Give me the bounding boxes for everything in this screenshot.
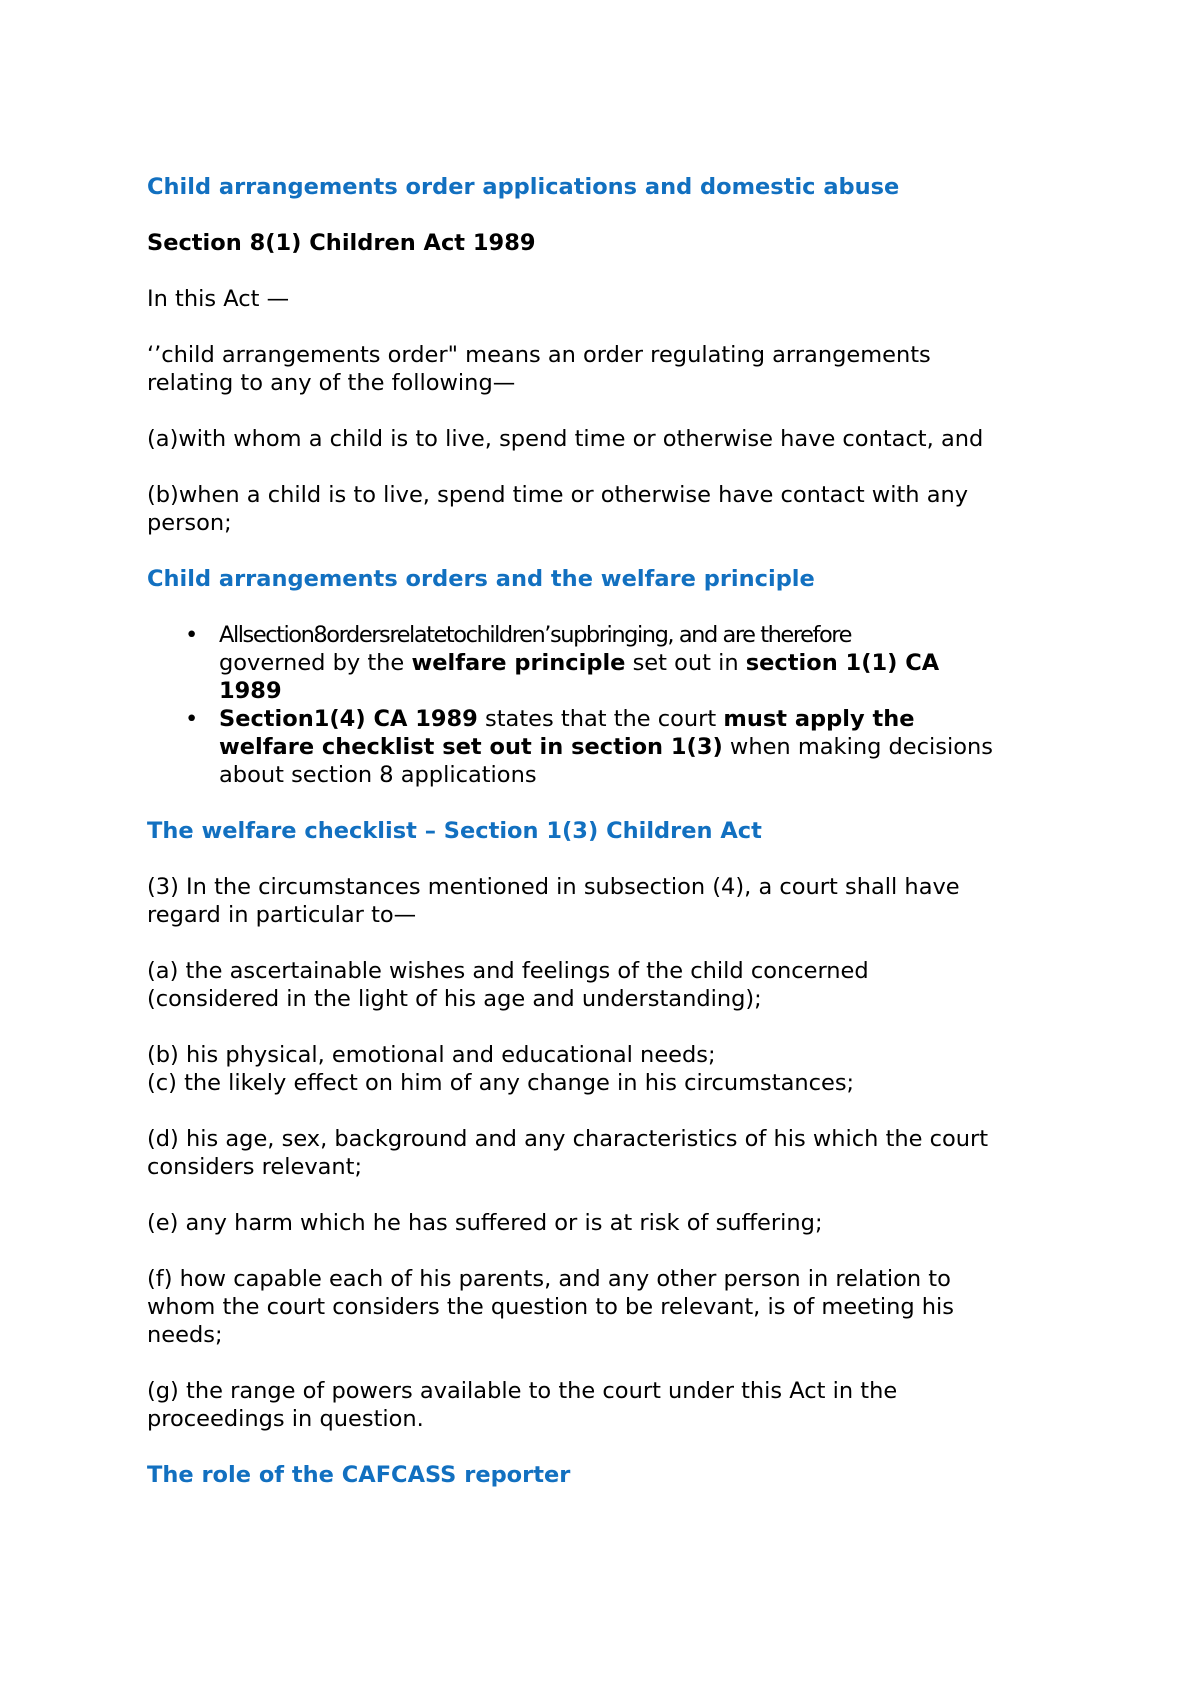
- text-line: proceedings in question.: [147, 1406, 424, 1432]
- checklist-item-b: (b) his physical, emotional and educational needs;: [147, 1042, 716, 1068]
- checklist-item-e: (e) any harm which he has suffered or is at risk of suffering;: [147, 1210, 823, 1236]
- text-line: (3) In the circumstances mentioned in subsection (4), a court shall have: [147, 874, 960, 900]
- bold-span: must apply the: [723, 706, 915, 732]
- text-line: (f) how capable each of his parents, and any other person in relation to: [147, 1266, 951, 1292]
- clause-b: [147, 481, 1077, 537]
- text-line: needs;: [147, 1322, 223, 1348]
- clause-a: (a)with whom a child is to live, spend time or otherwise have contact, and: [147, 426, 984, 452]
- checklist-item-g: [147, 1377, 1077, 1433]
- text-line: (considered in the light of his age and understanding);: [147, 986, 762, 1012]
- text-span: when making decisions: [722, 734, 993, 760]
- subsection-3: [147, 873, 1077, 929]
- checklist-item-f: [147, 1265, 1077, 1349]
- definition-paragraph: [147, 341, 1077, 397]
- bold-span: 1989: [219, 678, 282, 704]
- checklist-item-c: (c) the likely effect on him of any change in his circumstances;: [147, 1070, 855, 1096]
- section-heading: The welfare checklist – Section 1(3) Children Act: [147, 818, 762, 844]
- bold-span: section 1(1) CA: [745, 650, 940, 676]
- text-line: considers relevant;: [147, 1154, 363, 1180]
- text-line: (d) his age, sex, background and any characteristics of his which the court: [147, 1126, 989, 1152]
- list-item: [147, 705, 1077, 789]
- bullet-list: [147, 621, 1077, 789]
- document-page: [147, 173, 1077, 1489]
- section-heading: Child arrangements order applications and domestic abuse: [147, 174, 900, 200]
- checklist-item-d: [147, 1125, 1077, 1181]
- text-span: states that the court: [477, 706, 724, 732]
- bullet-icon: •: [185, 706, 199, 732]
- section-heading: The role of the CAFCASS reporter: [147, 1462, 571, 1488]
- bullet-icon: •: [185, 622, 199, 648]
- text-line: person;: [147, 510, 232, 536]
- text-span: set out in: [625, 650, 746, 676]
- text-line: relating to any of the following—: [147, 370, 516, 396]
- text-line: ‘’child arrangements order" means an order regulating arrangements: [147, 342, 931, 368]
- text-line: about section 8 applications: [219, 762, 537, 788]
- text-line: (b)when a child is to live, spend time or otherwise have contact with any: [147, 482, 969, 508]
- text-span: governed by the: [219, 650, 412, 676]
- bold-span: welfare checklist set out in section 1(3): [219, 734, 723, 760]
- text-line: Allsection8ordersrelatetochildren’supbringing, and are therefore: [219, 622, 852, 648]
- text-line: (a) the ascertainable wishes and feelings of the child concerned: [147, 958, 869, 984]
- section-heading: Child arrangements orders and the welfare principle: [147, 566, 815, 592]
- text-line: (g) the range of powers available to the court under this Act in the: [147, 1378, 898, 1404]
- text-line: regard in particular to—: [147, 902, 417, 928]
- statute-title: Section 8(1) Children Act 1989: [147, 230, 536, 256]
- text-line: whom the court considers the question to be relevant, is of meeting his: [147, 1294, 955, 1320]
- bold-span: welfare principle: [411, 650, 626, 676]
- intro-text: In this Act —: [147, 286, 290, 312]
- checklist-item-a: [147, 957, 1077, 1013]
- list-item: [147, 621, 1077, 705]
- bold-span: Section1(4) CA 1989: [219, 706, 478, 732]
